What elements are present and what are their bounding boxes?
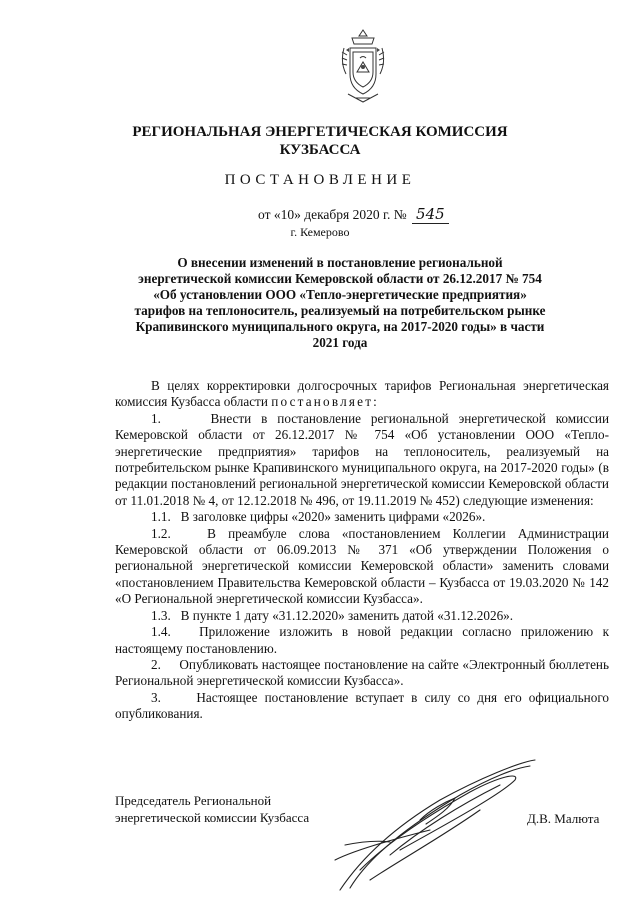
document-subject bbox=[115, 255, 565, 351]
clause-2: 2. Опубликовать настоящее постановление на сайте «Электронный бюллетень Региональной энергетической комиссии Кузбасса». bbox=[115, 656, 609, 689]
signatory-title-line1: Председатель Региональной bbox=[115, 793, 272, 808]
preamble-paragraph bbox=[115, 378, 609, 411]
subject-line: О внесении изменений в постановление региональной bbox=[177, 255, 503, 270]
organization-name-line2: КУЗБАССА bbox=[279, 142, 361, 158]
signatory-title-line2: энергетической комиссии Кузбасса bbox=[115, 809, 310, 825]
subject-line: 2021 года bbox=[312, 335, 368, 350]
document-date-line bbox=[258, 205, 449, 224]
organization-name-line1: РЕГИОНАЛЬНАЯ ЭНЕРГЕТИЧЕСКАЯ КОМИССИЯ bbox=[132, 124, 508, 140]
subject-line: «Об установлении ООО «Тепло-энергетические предприятия» bbox=[153, 287, 527, 302]
coat-of-arms-icon bbox=[338, 28, 388, 106]
document-body bbox=[115, 378, 609, 723]
clause-1-3: 1.3. В пункте 1 дату «31.12.2020» заменить датой «31.12.2026». bbox=[151, 607, 514, 623]
handwritten-signature-icon bbox=[330, 750, 540, 900]
document-date: от «10» декабря 2020 г. № bbox=[258, 207, 407, 222]
document-number: 545 bbox=[412, 205, 449, 224]
clause-1-4: 1.4. Приложение изложить в новой редакции согласно приложению к настоящему постановлению. bbox=[115, 624, 609, 656]
clause-1-2: 1.2. В преамбуле слова «постановлением Коллегии Администрации Кемеровской области от 06.09.2013 № 371 «Об утверждении Положения о региональной энергетической комиссии Кемеровской области» заменить словами «постановлением Правительства Кемеровской области – Кузбасса от 19.03.2020 № 142 «О Региональной энергетической комиссии Кузбасса». bbox=[115, 525, 609, 607]
signatory-name: Д.В. Малюта bbox=[527, 811, 600, 826]
document-type: ПОСТАНОВЛЕНИЕ bbox=[224, 172, 416, 188]
clause-1-1: 1.1. В заголовке цифры «2020» заменить цифрами «2026». bbox=[151, 509, 486, 525]
subject-line: тарифов на теплоноситель, реализуемый на потребительском рынке bbox=[134, 303, 546, 318]
preamble-text: В целях корректировки долгосрочных тарифов Региональная энергетическая комиссия Кузбасса области bbox=[115, 378, 609, 410]
clause-3: 3. Настоящее постановление вступает в силу со дня его официального опубликования. bbox=[115, 689, 609, 722]
document-city: г. Кемерово bbox=[290, 225, 350, 239]
signatory-title bbox=[115, 793, 309, 826]
subject-line: энергетической комиссии Кемеровской области от 26.12.2017 № 754 bbox=[138, 271, 542, 286]
subject-line: Крапивинского муниципального округа, на 2017-2020 годы» в части bbox=[135, 319, 545, 334]
clause-1: 1. Внести в постановление региональной энергетической комиссии Кемеровской области от 26.12.2017 № 754 «Об установлении ООО «Тепло-энергетические предприятия» тарифов на теплоноситель, реализуемый на потребительском рынке Крапивинского муниципального округа, на 2017-2020 годы» (в редакции постановлений региональной энергетической комиссии Кемеровской области от 11.01.2018 № 4, от 12.12.2018 № 496, от 19.11.2019 № 452) следующие изменения: bbox=[115, 410, 609, 508]
preamble-decree-word: постановляет: bbox=[271, 394, 380, 410]
